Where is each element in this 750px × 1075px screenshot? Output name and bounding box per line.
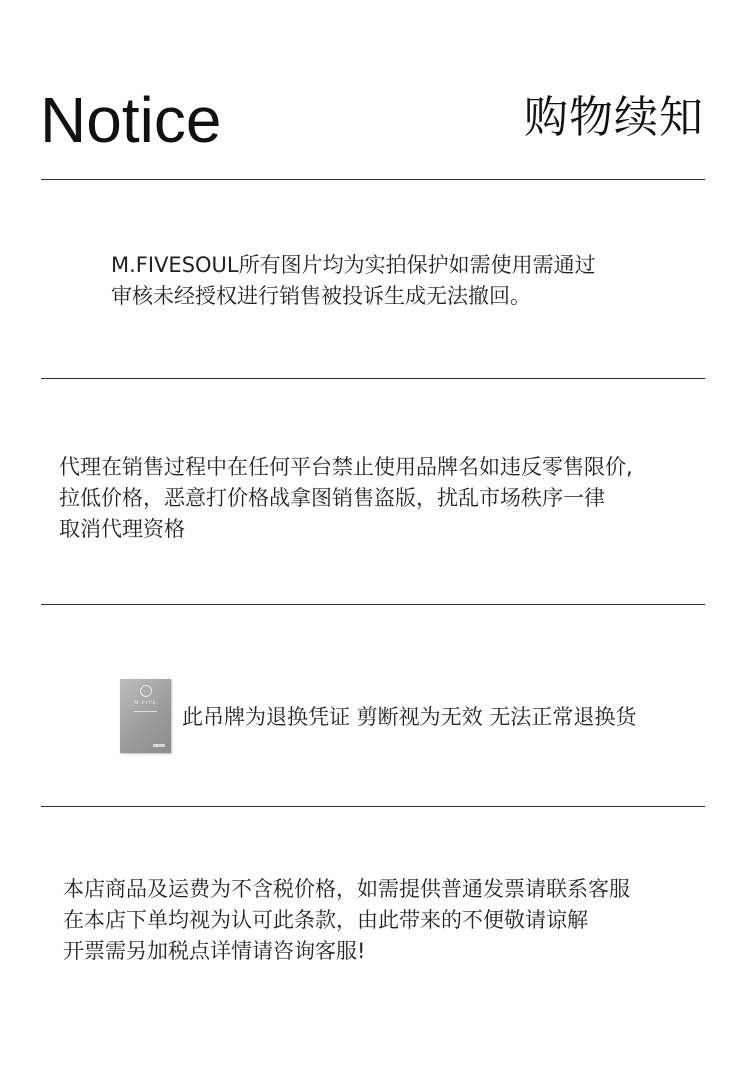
agent-notice-line: 代理在销售过程中在任何平台禁止使用品牌名如违反零售限价, (59, 455, 633, 479)
invoice-notice-line: 开票需另加税点详情请咨询客服! (63, 939, 366, 963)
divider (41, 806, 705, 807)
invoice-notice-line: 在本店下单均视为认可此条款，由此带来的不便敬请谅解 (63, 908, 588, 932)
agent-notice-line: 拉低价格，恶意打价格战拿图销售盗版，扰乱市场秩序一律 (59, 486, 605, 510)
invoice-notice (63, 874, 630, 967)
tag-hole-icon (140, 685, 152, 697)
tag-brand: M.FIVE (134, 701, 157, 706)
invoice-notice-line: 本店商品及运费为不含税价格，如需提供普通发票请联系客服 (63, 877, 630, 901)
photo-notice (111, 250, 596, 312)
divider (41, 604, 705, 605)
tag-foot (153, 744, 165, 747)
page-title-en: Notice (40, 84, 222, 156)
divider (41, 179, 705, 180)
divider (41, 378, 705, 379)
tag-line (134, 711, 157, 712)
hang-tag-image (120, 679, 171, 753)
photo-notice-line: M.FIVESOUL所有图片均为实拍保护如需使用需通过 (111, 253, 596, 277)
agent-notice (59, 452, 633, 545)
page-title-cn: 购物续知 (524, 92, 704, 143)
agent-notice-line: 取消代理资格 (59, 517, 185, 541)
photo-notice-line: 审核未经授权进行销售被投诉生成无法撤回。 (111, 284, 531, 308)
tag-notice: 此吊牌为退换凭证 剪断视为无效 无法正常退换货 (182, 705, 637, 729)
